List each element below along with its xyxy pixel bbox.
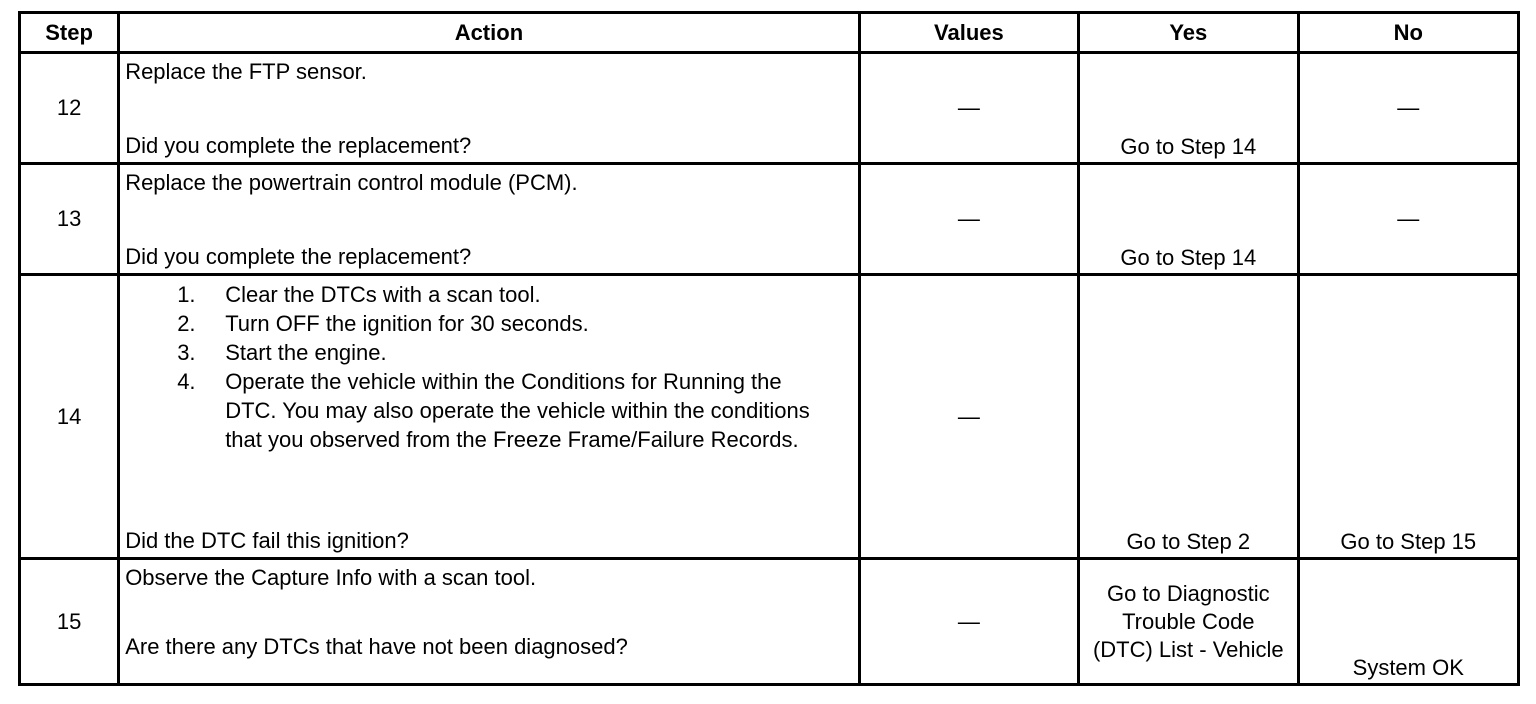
yes-text: Go to Diagnostic Trouble Code (DTC) List - Vehicle <box>1092 580 1284 662</box>
table-row <box>20 559 1519 685</box>
action-text: Replace the FTP sensor. <box>125 59 367 84</box>
substep-list <box>125 280 853 454</box>
yes-cell <box>1079 559 1298 685</box>
substep-text: Turn OFF the ignition for 30 seconds. <box>225 311 589 336</box>
no-cell: — <box>1298 53 1518 164</box>
action-cell <box>119 275 859 559</box>
list-item <box>177 338 853 367</box>
action-question: Did you complete the replacement? <box>125 133 472 158</box>
substep-number: 2. <box>177 311 196 336</box>
step-number: 12 <box>20 53 119 164</box>
action-cell <box>119 559 859 685</box>
action-text: Observe the Capture Info with a scan tool. <box>125 565 537 590</box>
values-cell: — <box>859 275 1078 559</box>
yes-text: Go to Step 2 <box>1126 529 1251 554</box>
action-question: Are there any DTCs that have not been diagnosed? <box>125 634 628 659</box>
action-question: Did the DTC fail this ignition? <box>125 528 409 553</box>
step-number: 13 <box>20 164 119 275</box>
substep-number: 4. <box>177 369 196 394</box>
substep-text: Operate the vehicle within the Conditions for Running the DTC. You may also operate the vehicle within the conditions that you observed from the Freeze Frame/Failure Records. <box>225 369 810 452</box>
header-action: Action <box>119 13 859 53</box>
no-cell <box>1298 559 1518 685</box>
yes-cell <box>1079 53 1298 164</box>
action-cell <box>119 164 859 275</box>
substep-text: Start the engine. <box>225 340 387 365</box>
values-cell: — <box>859 53 1078 164</box>
list-item <box>177 309 853 338</box>
header-yes: Yes <box>1079 13 1298 53</box>
action-question: Did you complete the replacement? <box>125 244 472 269</box>
no-cell <box>1298 275 1518 559</box>
yes-text: Go to Step 14 <box>1120 245 1257 270</box>
diagnostic-table <box>18 11 1520 686</box>
yes-text: Go to Step 14 <box>1120 134 1257 159</box>
header-no: No <box>1298 13 1518 53</box>
no-cell: — <box>1298 164 1518 275</box>
header-values: Values <box>859 13 1078 53</box>
yes-cell <box>1079 275 1298 559</box>
substep-number: 1. <box>177 282 196 307</box>
substep-text: Clear the DTCs with a scan tool. <box>225 282 541 307</box>
table-row <box>20 53 1519 164</box>
header-row <box>20 13 1519 53</box>
values-cell: — <box>859 559 1078 685</box>
values-cell: — <box>859 164 1078 275</box>
action-text: Replace the powertrain control module (PCM). <box>125 170 578 195</box>
no-text: Go to Step 15 <box>1340 529 1477 554</box>
list-item <box>177 280 853 309</box>
yes-cell <box>1079 164 1298 275</box>
step-number: 14 <box>20 275 119 559</box>
substep-number: 3. <box>177 340 196 365</box>
table-row <box>20 275 1519 559</box>
step-number: 15 <box>20 559 119 685</box>
action-cell <box>119 53 859 164</box>
header-step: Step <box>20 13 119 53</box>
list-item <box>177 367 853 454</box>
table-row <box>20 164 1519 275</box>
no-text: System OK <box>1352 655 1464 680</box>
